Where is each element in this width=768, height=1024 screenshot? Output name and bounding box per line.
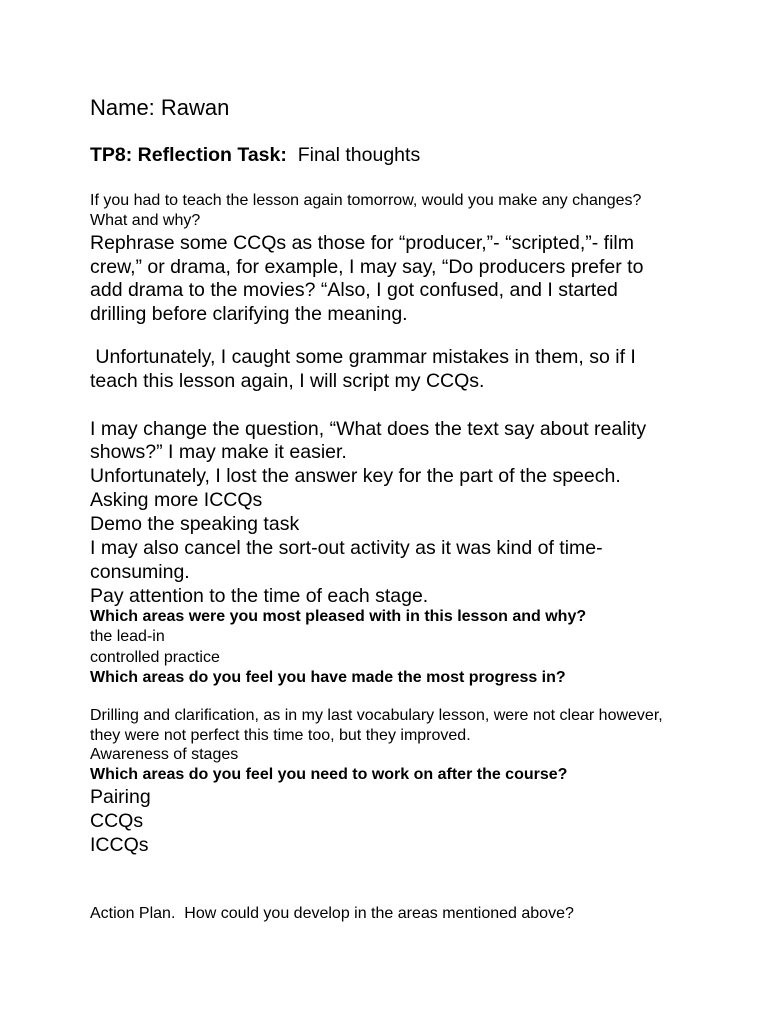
q1-answer-line: Demo the speaking task xyxy=(90,513,300,535)
q1-answer-line: consuming. xyxy=(90,561,190,583)
q1-answer-line: teach this lesson again, I will script my CCQs. xyxy=(90,370,485,392)
action-plan-prompt: Action Plan. How could you develop in the areas mentioned above? xyxy=(90,905,574,922)
task-title-bold: TP8: Reflection Task: xyxy=(90,144,287,166)
q4-answer-line: ICCQs xyxy=(90,834,149,856)
q1-answer-line: Pay attention to the time of each stage. xyxy=(90,585,429,607)
q4-question: Which areas do you feel you need to work on after the course? xyxy=(90,766,568,783)
task-title xyxy=(90,143,420,167)
q1-answer-line: Unfortunately, I lost the answer key for the part of the speech. xyxy=(90,465,621,487)
q2-answer-line: the lead-in xyxy=(90,628,165,645)
q1-question-line-2: What and why? xyxy=(90,212,201,229)
q4-answer-line: CCQs xyxy=(90,810,144,832)
q1-answer-line: Asking more ICCQs xyxy=(90,489,263,511)
q1-answer-line: crew,” or drama, for example, I may say, “Do producers prefer to xyxy=(90,256,644,278)
q4-answer-line: Pairing xyxy=(90,786,151,808)
q1-answer-line: Unfortunately, I caught some grammar mistakes in them, so if I xyxy=(90,346,636,368)
q1-answer-line: Rephrase some CCQs as those for “producer,”- “scripted,”- film xyxy=(90,232,635,254)
q2-answer-line: controlled practice xyxy=(90,649,220,666)
q1-question-line-1: If you had to teach the lesson again tomorrow, would you make any changes? xyxy=(90,192,642,209)
q1-answer-line: I may change the question, “What does the text say about reality xyxy=(90,418,647,440)
q3-answer-line: Drilling and clarification, as in my last vocabulary lesson, were not clear however, xyxy=(90,707,663,724)
q3-question: Which areas do you feel you have made the most progress in? xyxy=(90,669,566,686)
q3-answer-line: they were not perfect this time too, but they improved. xyxy=(90,727,471,744)
q1-answer-line: drilling before clarifying the meaning. xyxy=(90,303,408,325)
name-line: Name: Rawan xyxy=(90,95,230,120)
task-title-rest: Final thoughts xyxy=(297,144,421,166)
q1-answer-line: add drama to the movies? “Also, I got confused, and I started xyxy=(90,279,618,301)
q2-question: Which areas were you most pleased with in this lesson and why? xyxy=(90,608,587,625)
q1-answer-line: I may also cancel the sort-out activity as it was kind of time- xyxy=(90,537,603,559)
q3-answer-line: Awareness of stages xyxy=(90,746,239,763)
q1-answer-line: shows?” I may make it easier. xyxy=(90,441,347,463)
